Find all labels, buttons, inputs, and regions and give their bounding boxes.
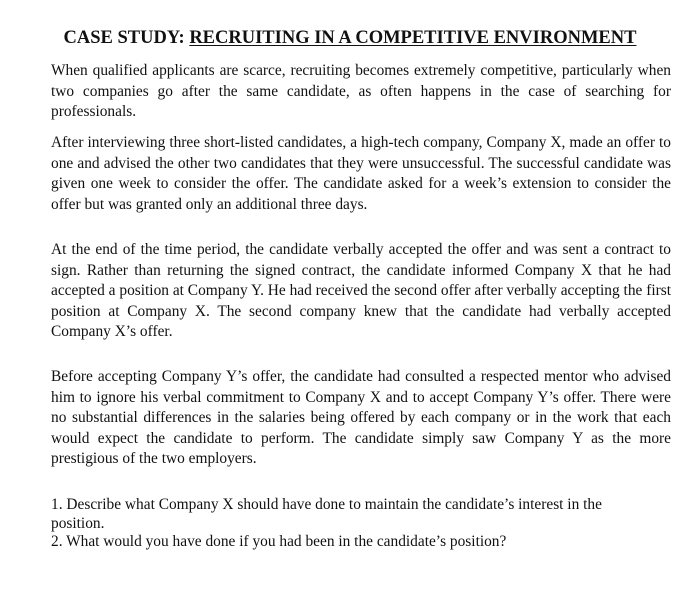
case-study-title [0, 27, 700, 49]
paragraph-intro: When qualified applicants are scarce, recruiting becomes extremely competitive, particularly when two companies go after the same candidate, as often happens in the case of searching for professionals. [51, 62, 671, 120]
paragraph-interview: After interviewing three short-listed candidates, a high-tech company, Company X, made an offer to one and advised the other two candidates that they were unsuccessful. The successful candidate was given one week to consider the offer. The candidate asked for a week’s extension to consider the offer but was granted only an additional three days. [51, 134, 671, 213]
question-2: 2. What would you have done if you had been in the candidate’s position? [51, 533, 507, 550]
paragraph-mentor: Before accepting Company Y’s offer, the candidate had consulted a respected mentor who advised him to ignore his verbal commitment to Company X and to accept Company Y’s offer. There were no substantial differences in the salaries being offered by each company or in the work that each would expect the candidate to perform. The candidate simply saw Company Y as the more prestigious of the two employers. [51, 368, 671, 467]
question-list [51, 496, 651, 552]
title-main: RECRUITING IN A COMPETITIVE ENVIRONMENT [189, 28, 637, 48]
paragraph-acceptance: At the end of the time period, the candidate verbally accepted the offer and was sent a contract to sign. Rather than returning the signed contract, the candidate informed Company X that he had accepted a position at Company Y. He had received the second offer after verbally accepting the first position at Company X. The second company knew that the candidate had verbally accepted Company X’s offer. [51, 241, 671, 340]
title-prefix: CASE STUDY: [63, 28, 190, 48]
question-1: 1. Describe what Company X should have done to maintain the candidate’s interest in the position. [51, 496, 602, 532]
